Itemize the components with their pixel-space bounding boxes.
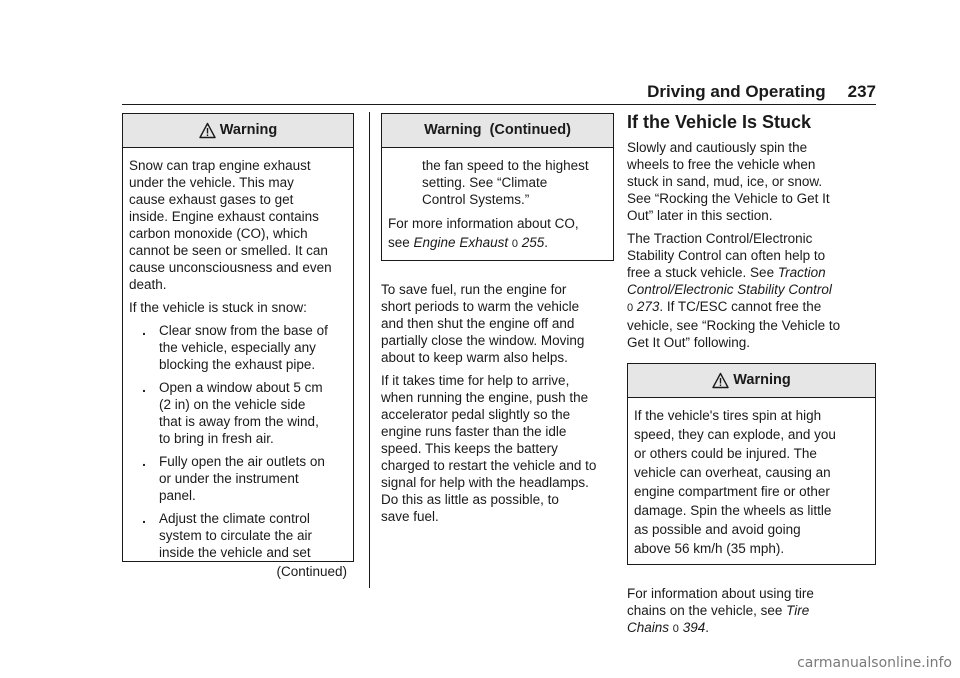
body-paragraph [381,281,614,366]
text-line: cause exhaust gases to get [129,192,294,207]
tire-spin-warning-box [627,363,876,565]
text-line: system to circulate the air [159,528,313,543]
warning-intro: If the vehicle is stuck in snow: [129,300,307,315]
text-run: free a stuck vehicle. See [627,265,778,280]
text-line: For more information about CO, [388,216,579,231]
text-line: that is away from the wind, [159,414,319,429]
section-title: Driving and Operating [647,82,826,101]
warning-title: Warning [219,122,278,138]
text-line: Do this as little as possible, to [381,492,559,507]
cross-reference-link[interactable]: Chains [627,620,670,635]
text-run: chains on the vehicle, see [627,603,787,618]
text-line: cause unconsciousness and even [129,260,332,275]
left-column [122,113,354,579]
cross-reference-page[interactable]: 255 [521,235,545,250]
section-heading: If the Vehicle Is Stuck [627,112,812,132]
text-line: Stability Control can often help to [627,248,826,263]
text-line [627,602,876,619]
page-header [122,82,876,102]
page-ref-arrow-icon: 0 [672,623,679,635]
right-column [627,111,876,644]
text-line: (2 in) on the vehicle side [159,397,306,412]
text-line: wheels to free the vehicle when [627,157,816,172]
warning-title: Warning (Continued) [424,122,571,138]
text-run: see [388,235,414,250]
text-line: carbon monoxide (CO), which [129,226,308,241]
text-line [388,233,607,254]
text-line: To save fuel, run the engine for [381,282,567,297]
text-line: inside the vehicle and set [159,545,311,560]
text-line: save fuel. [381,509,439,524]
cross-reference-page[interactable]: 273 [636,299,660,314]
warning-header [123,114,353,148]
text-line: Fully open the air outlets on [159,454,325,469]
warning-title: Warning [733,372,791,388]
text-line: vehicle, see “Rocking the Vehicle to [627,318,841,333]
text-line: setting. See “Climate [422,175,548,190]
text-line: the vehicle, especially any [159,340,316,355]
warning-icon [199,122,216,139]
text-line: cannot be seen or smelled. It can [129,243,328,258]
text-line: speed. This keeps the battery [381,441,558,456]
watermark: carmanualsonline.info [797,655,952,671]
body-paragraph [627,585,876,638]
text-line: to bring in fresh air. [159,431,274,446]
text-run: . If TC/ESC cannot free the [659,299,822,314]
header-rule [122,104,876,105]
middle-column [381,113,614,531]
snow-exhaust-warning-box [122,113,354,579]
text-line: Open a window about 5 cm [159,380,323,395]
more-info-paragraph [388,214,607,254]
warning-continued-box [381,113,614,261]
text-line: vehicle can overheat, causing an [634,465,831,480]
text-line: stuck in sand, mud, ice, or snow. [627,174,823,189]
text-line: death. [129,277,167,292]
bullet-mark: . [142,511,146,526]
cross-reference-link[interactable]: Traction [777,265,826,280]
text-line: speed, they can explode, and you [634,427,836,442]
bullet-item [129,453,347,504]
text-line: engine compartment fire or other [634,484,830,499]
text-line: Get It Out” following. [627,335,751,350]
warning-header [382,114,613,148]
cross-reference-link[interactable]: Engine Exhaust [413,235,509,250]
text-line: engine runs faster than the idle [381,424,567,439]
text-line: Out” later in this section. [627,208,773,223]
text-line: If the vehicle's tires spin at high [634,408,822,423]
bullet-item [129,510,347,561]
text-line: inside. Engine exhaust contains [129,209,319,224]
text-line: panel. [159,488,196,503]
fuel-text [381,281,614,525]
continued-label: (Continued) [276,564,347,579]
warning-paragraph [129,157,347,293]
text-line: Snow can trap engine exhaust [129,158,311,173]
text-line: Adjust the climate control [159,511,310,526]
text-line: as possible and avoid going [634,522,801,537]
text-line [627,281,876,298]
warning-continued-text [388,157,607,208]
page-number: 237 [847,82,876,101]
text-line: damage. Spin the wheels as little [634,503,832,518]
page-ref-arrow-icon: 0 [511,238,518,250]
text-run: . [705,620,709,635]
text-line: about to keep warm also helps. [381,350,568,365]
body-paragraph [381,372,614,525]
text-line: Slowly and cautiously spin the [627,140,808,155]
warning-icon [712,372,729,389]
text-line: blocking the exhaust pipe. [159,357,316,372]
cross-reference-link[interactable]: Control/Electronic Stability Control [627,282,832,297]
text-line: See “Rocking the Vehicle to Get It [627,191,830,206]
text-line: above 56 km/h (35 mph). [634,541,785,556]
text-line: The Traction Control/Electronic [627,231,813,246]
text-line: partially close the window. Moving [381,333,585,348]
text-line: and then shut the engine off and [381,316,575,331]
bullet-mark: . [142,380,146,395]
text-line: short periods to warm the vehicle [381,299,580,314]
warning-header [628,364,875,398]
warning-body [123,148,353,586]
text-line: Control Systems.” [422,192,530,207]
text-line: or others could be injured. The [634,446,817,461]
bullet-item [129,322,347,373]
text-line [627,298,876,317]
warning-body [628,398,875,564]
text-line: charged to restart the vehicle and to [381,458,597,473]
text-line: If it takes time for help to arrive, [381,373,570,388]
text-run: . [544,235,549,250]
body-paragraph [627,230,876,351]
text-line [627,619,876,638]
text-line: Clear snow from the base of [159,323,328,338]
bullet-mark: . [142,454,146,469]
bullet-mark: . [142,323,146,338]
text-line: under the vehicle. This may [129,175,294,190]
text-line: accelerator pedal slightly so the [381,407,571,422]
bullet-item [129,379,347,447]
text-line: For information about using tire [627,586,814,601]
text-line: signal for help with the headlamps. [381,475,589,490]
column-divider [369,112,370,588]
warning-body [382,148,613,260]
text-line [627,264,876,281]
cross-reference-page[interactable]: 394 [682,620,706,635]
text-line: the fan speed to the highest [422,158,589,173]
text-line: when running the engine, push the [381,390,589,405]
body-paragraph [627,139,876,224]
text-line: or under the instrument [159,471,299,486]
page-ref-arrow-icon: 0 [627,302,634,314]
cross-reference-link[interactable]: Tire [786,603,810,618]
